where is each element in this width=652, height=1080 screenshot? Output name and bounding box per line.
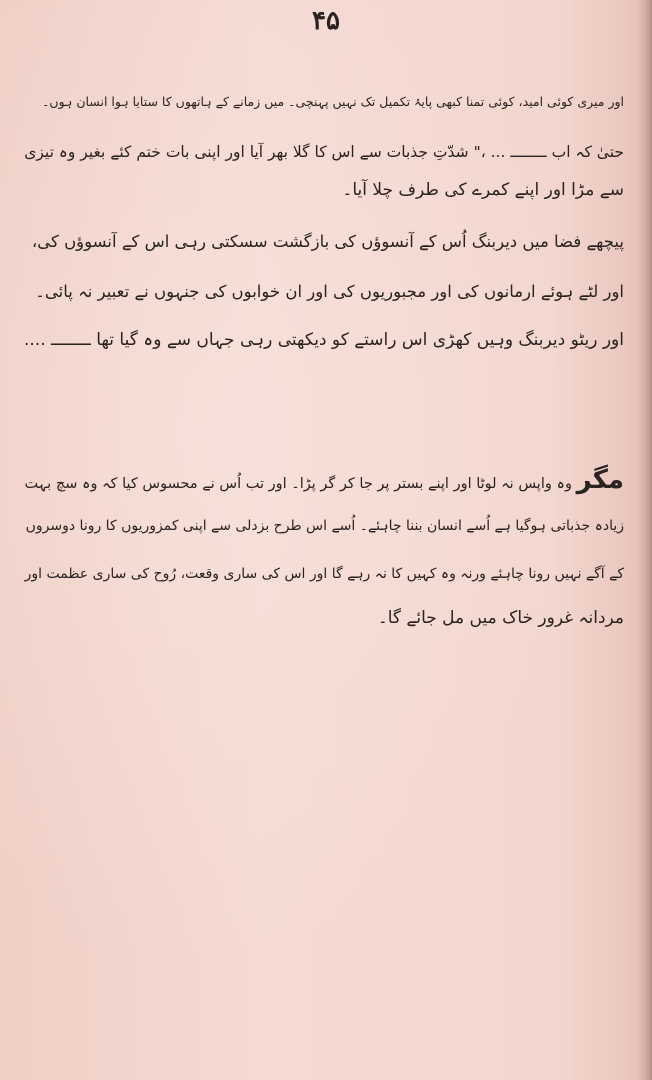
dropcap-line-rest: وہ واپس نہ لوٹا اور اپنے بستر پر جا کر گر پڑا۔ اور تب اُس نے محسوس کیا کہ وہ سچ بہت — [24, 476, 577, 492]
text-line-7 — [24, 466, 624, 498]
text-line-1: اور میری کوئی امید، کوئی تمنا کبھی پایۂ تکمیل تک نہیں پہنچی۔ میں زمانے کے ہاتھوں کا ستایا ہوا انسان ہوں۔ — [42, 94, 624, 109]
text-line-5: اور لٹے ہوئے ارمانوں کی اور مجبوریوں کی اور ان خوابوں کی جنہوں نے تعبیر نہ پائی۔ — [35, 282, 624, 301]
text-line-8: زیادہ جذباتی ہوگیا ہے اُسے انسان بننا چاہئے۔ اُسے اس طرح بزدلی سے اپنی کمزوریوں کا رونا دوسروں — [25, 518, 624, 534]
text-line-9: کے آگے نہیں رونا چاہئے ورنہ وہ کہیں کا نہ رہے گا اور اس کی ساری وقعت، رُوح کی ساری عظمت اور — [24, 566, 624, 582]
text-line-10: مردانہ غرور خاک میں مل جائے گا۔ — [377, 608, 624, 628]
text-line-6: اور ریٹو دیربنگ وہیں کھڑی اس راستے کو دیکھتی رہی جہاں سے وہ گیا تھا ــــــــ .... — [24, 330, 624, 350]
text-line-4: پیچھے فضا میں دیربنگ اُس کے آنسوؤں کی بازگشت سسکتی رہی اس کے آنسوؤں کی، — [31, 232, 624, 251]
page-spine-shadow — [636, 0, 652, 1080]
dropcap-word: مگر — [576, 465, 624, 495]
text-line-2: حتیٰ کہ اب ــــــــ ... ،" شدّتِ جذبات سے اس کا گلا بھر آیا اور اپنی بات ختم کئے بغیر وہ تیزی — [24, 143, 624, 161]
page-number: ۴۵ — [312, 6, 340, 36]
text-line-3: سے مڑا اور اپنے کمرے کی طرف چلا آیا۔ — [342, 180, 624, 200]
